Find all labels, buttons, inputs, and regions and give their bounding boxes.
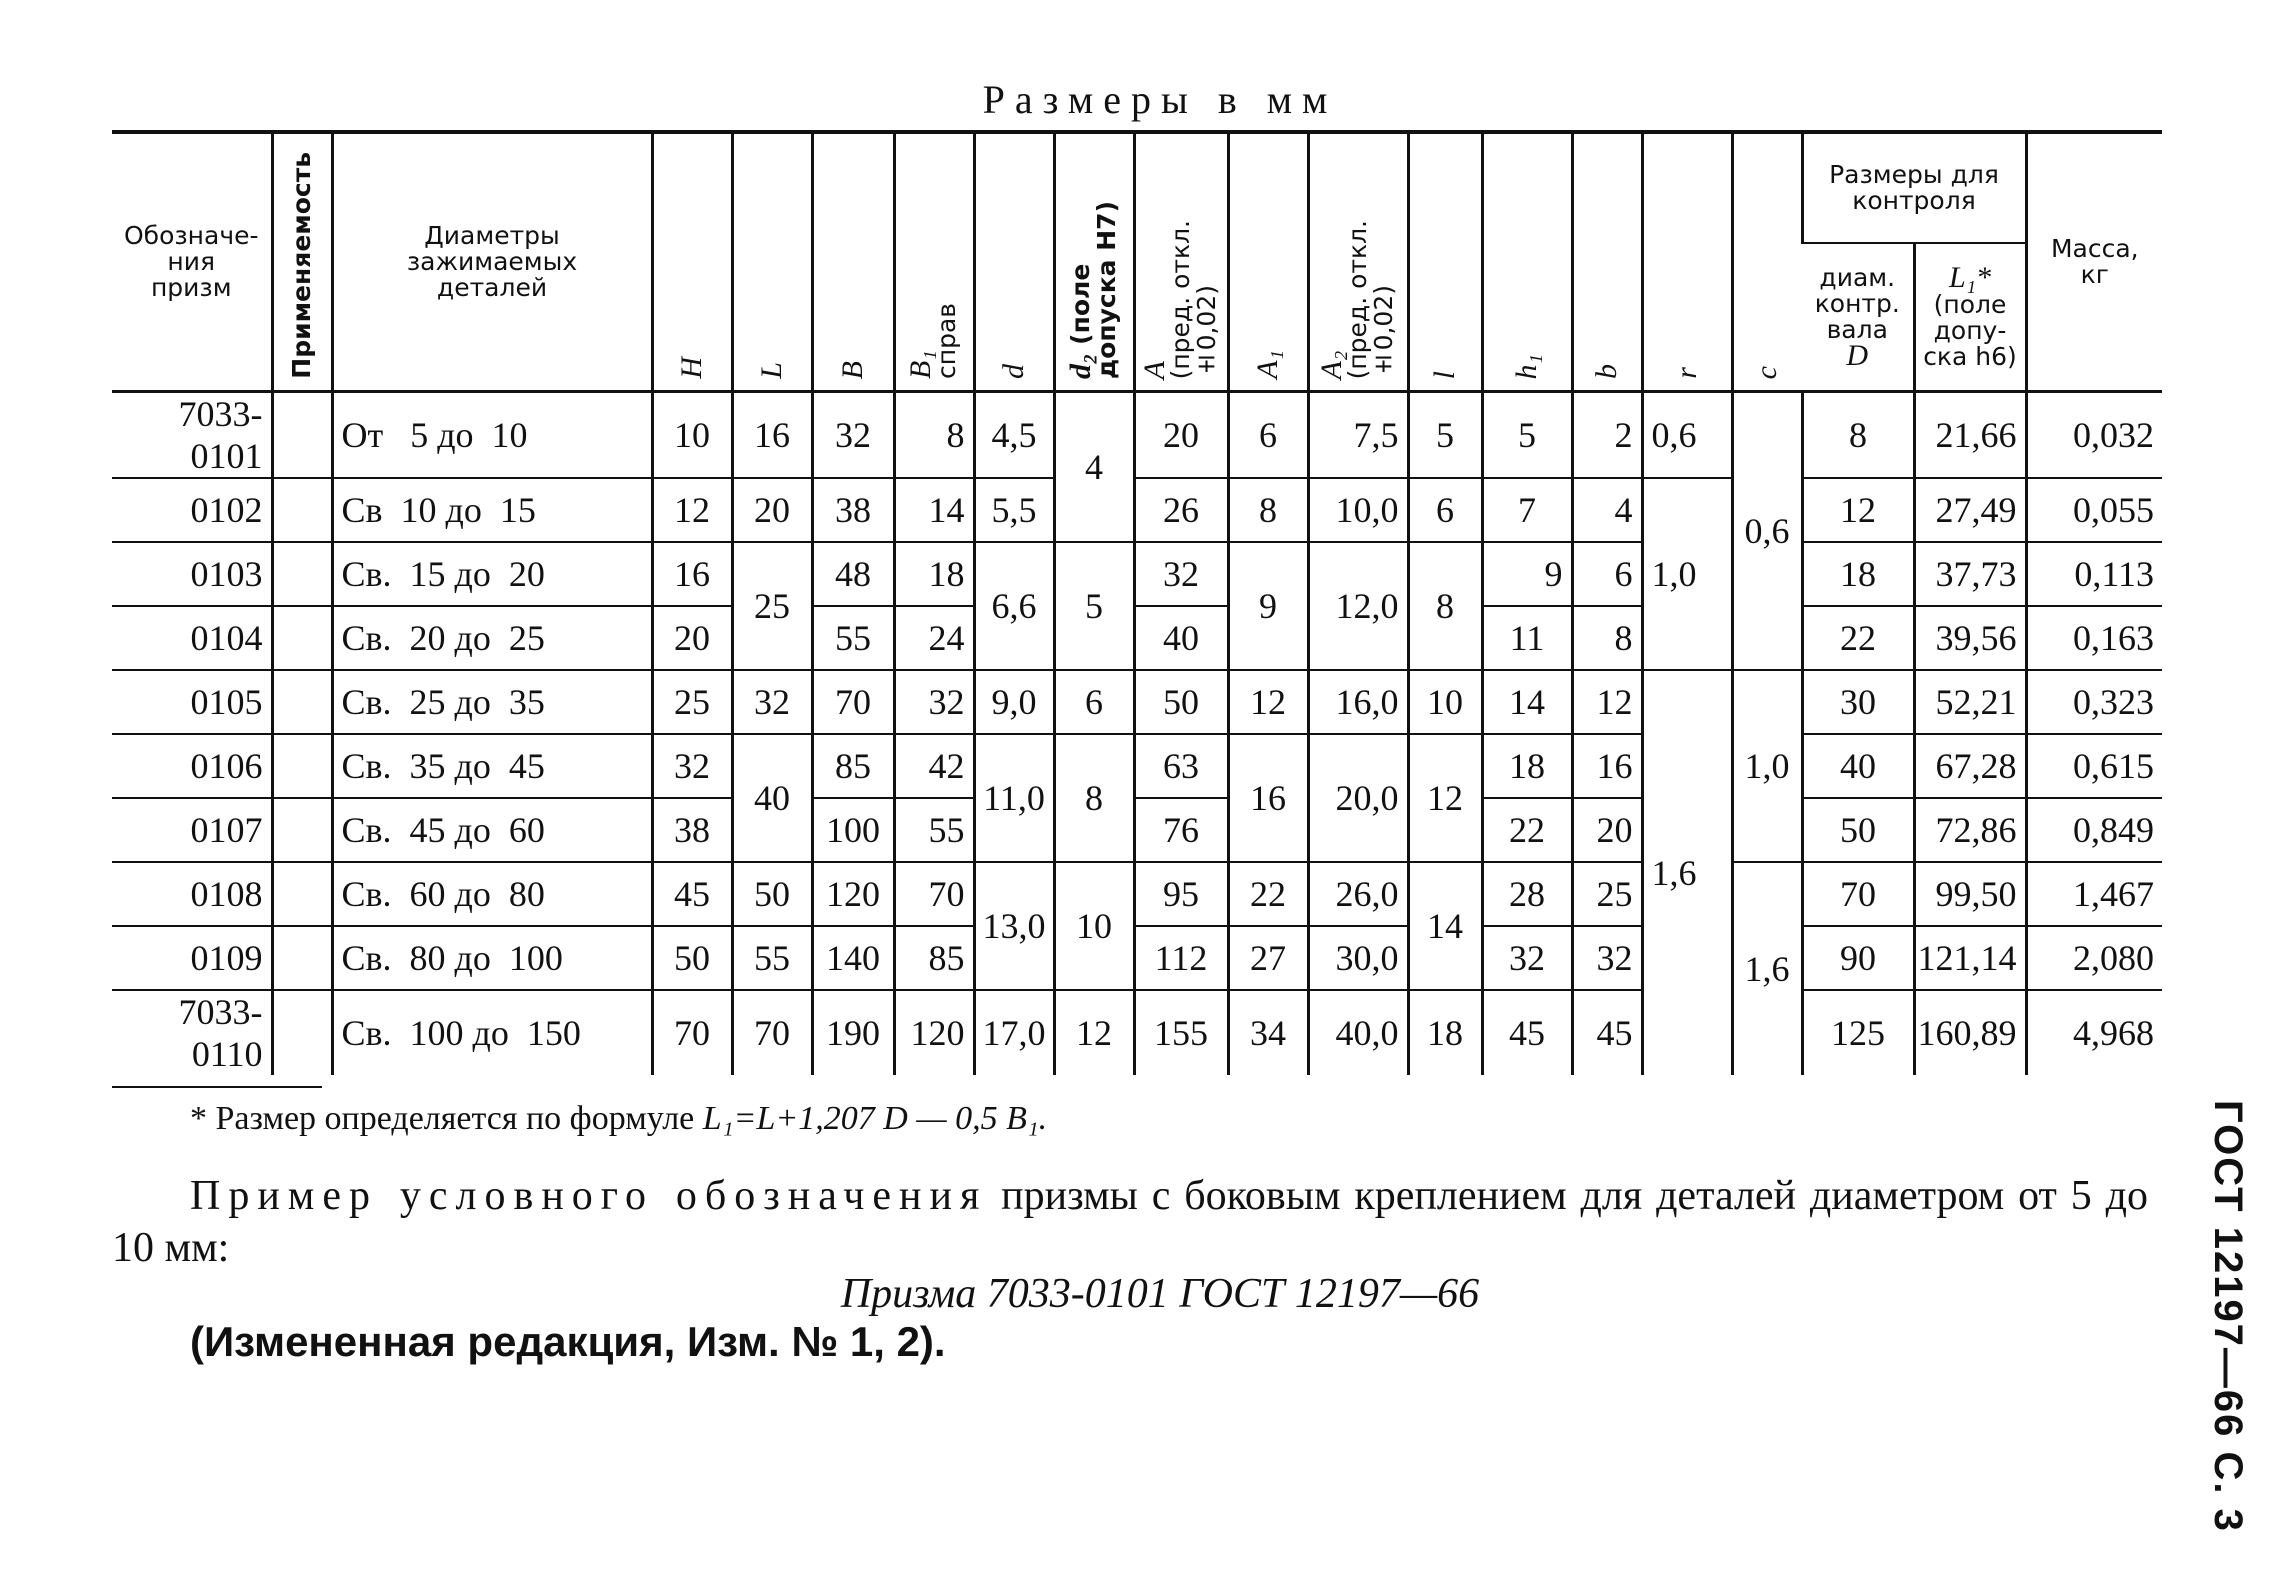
cell-l: 12 bbox=[1408, 734, 1482, 862]
table-row bbox=[112, 798, 2162, 862]
header-D: диам. контр. вала D bbox=[1802, 243, 1914, 392]
cell-h1: 14 bbox=[1482, 670, 1572, 734]
cell-diameter: От 5 до 10 bbox=[332, 392, 652, 479]
table-row bbox=[112, 392, 2162, 479]
cell-diameter: Св 10 до 15 bbox=[332, 478, 652, 542]
cell-L1: 52,21 bbox=[1914, 670, 2026, 734]
cell-L1: 21,66 bbox=[1914, 392, 2026, 479]
cell-mass: 0,163 bbox=[2026, 606, 2162, 670]
cell-A: 20 bbox=[1134, 392, 1228, 479]
cell-L: 16 bbox=[732, 392, 812, 479]
cell-B1: 70 bbox=[894, 862, 974, 926]
cell-c: 0,6 bbox=[1732, 392, 1802, 671]
cell-d2: 8 bbox=[1054, 734, 1134, 862]
cell-d2: 10 bbox=[1054, 862, 1134, 990]
cell-diameter: Св. 80 до 100 bbox=[332, 926, 652, 990]
cell-l: 10 bbox=[1408, 670, 1482, 734]
cell-A1: 22 bbox=[1228, 862, 1308, 926]
cell-D: 30 bbox=[1802, 670, 1914, 734]
cell-b: 45 bbox=[1572, 990, 1642, 1075]
cell-code: 0105 bbox=[112, 670, 272, 734]
cell-H: 12 bbox=[652, 478, 732, 542]
cell-A: 112 bbox=[1134, 926, 1228, 990]
cell-h1: 9 bbox=[1482, 542, 1572, 606]
header-d: d bbox=[974, 132, 1054, 392]
dimensions-table bbox=[112, 130, 2162, 1075]
cell-b: 8 bbox=[1572, 606, 1642, 670]
cell-H: 20 bbox=[652, 606, 732, 670]
cell-A1: 34 bbox=[1228, 990, 1308, 1075]
cell-A1: 27 bbox=[1228, 926, 1308, 990]
cell-mass: 0,113 bbox=[2026, 542, 2162, 606]
cell-applicability bbox=[272, 542, 332, 606]
cell-A: 63 bbox=[1134, 734, 1228, 798]
cell-L1: 72,86 bbox=[1914, 798, 2026, 862]
cell-mass: 1,467 bbox=[2026, 862, 2162, 926]
cell-A1: 12 bbox=[1228, 670, 1308, 734]
cell-L1: 121,14 bbox=[1914, 926, 2026, 990]
cell-A2: 12,0 bbox=[1308, 542, 1408, 670]
cell-L1: 37,73 bbox=[1914, 542, 2026, 606]
cell-H: 25 bbox=[652, 670, 732, 734]
header-A2: A₂ (пред. откл. ±0,02) bbox=[1308, 132, 1408, 392]
cell-L1: 27,49 bbox=[1914, 478, 2026, 542]
cell-applicability bbox=[272, 478, 332, 542]
cell-mass: 2,080 bbox=[2026, 926, 2162, 990]
header-h1: h₁ bbox=[1482, 132, 1572, 392]
cell-code: 0108 bbox=[112, 862, 272, 926]
header-A1: A₁ bbox=[1228, 132, 1308, 392]
cell-B1: 42 bbox=[894, 734, 974, 798]
cell-diameter: Св. 100 до 150 bbox=[332, 990, 652, 1075]
cell-b: 2 bbox=[1572, 392, 1642, 479]
cell-mass: 4,968 bbox=[2026, 990, 2162, 1075]
cell-B: 140 bbox=[812, 926, 894, 990]
cell-d: 17,0 bbox=[974, 990, 1054, 1075]
cell-H: 50 bbox=[652, 926, 732, 990]
cell-B1: 24 bbox=[894, 606, 974, 670]
footnote-formula: L₁=L+1,207 D — 0,5 B₁. bbox=[702, 1100, 1048, 1137]
cell-l: 18 bbox=[1408, 990, 1482, 1075]
cell-c: 1,0 bbox=[1732, 670, 1802, 862]
header-A: A (пред. откл. ±0,02) bbox=[1134, 132, 1228, 392]
cell-D: 18 bbox=[1802, 542, 1914, 606]
cell-A2: 30,0 bbox=[1308, 926, 1408, 990]
cell-B1: 14 bbox=[894, 478, 974, 542]
cell-diameter: Св. 45 до 60 bbox=[332, 798, 652, 862]
cell-D: 70 bbox=[1802, 862, 1914, 926]
cell-mass: 0,849 bbox=[2026, 798, 2162, 862]
cell-h1: 11 bbox=[1482, 606, 1572, 670]
table-row bbox=[112, 926, 2162, 990]
cell-D: 22 bbox=[1802, 606, 1914, 670]
cell-h1: 45 bbox=[1482, 990, 1572, 1075]
cell-B: 38 bbox=[812, 478, 894, 542]
cell-mass: 0,055 bbox=[2026, 478, 2162, 542]
cell-diameter: Св. 60 до 80 bbox=[332, 862, 652, 926]
cell-B: 100 bbox=[812, 798, 894, 862]
cell-H: 70 bbox=[652, 990, 732, 1075]
cell-b: 4 bbox=[1572, 478, 1642, 542]
cell-L: 70 bbox=[732, 990, 812, 1075]
cell-H: 45 bbox=[652, 862, 732, 926]
cell-A2: 10,0 bbox=[1308, 478, 1408, 542]
cell-B: 70 bbox=[812, 670, 894, 734]
header-H: H bbox=[652, 132, 732, 392]
cell-mass: 0,615 bbox=[2026, 734, 2162, 798]
cell-d: 11,0 bbox=[974, 734, 1054, 862]
cell-c: 1,6 bbox=[1732, 862, 1802, 1075]
cell-L: 40 bbox=[732, 734, 812, 862]
cell-applicability bbox=[272, 926, 332, 990]
cell-b: 25 bbox=[1572, 862, 1642, 926]
header-L: L bbox=[732, 132, 812, 392]
cell-L1: 160,89 bbox=[1914, 990, 2026, 1075]
header-c: c bbox=[1732, 132, 1802, 392]
cell-b: 16 bbox=[1572, 734, 1642, 798]
cell-d: 13,0 bbox=[974, 862, 1054, 990]
header-r: r bbox=[1642, 132, 1732, 392]
cell-r: 1,0 bbox=[1642, 478, 1732, 670]
cell-H: 32 bbox=[652, 734, 732, 798]
cell-A1: 6 bbox=[1228, 392, 1308, 479]
cell-A: 95 bbox=[1134, 862, 1228, 926]
header-diameters: Диаметры зажимаемых деталей bbox=[332, 132, 652, 392]
cell-d2: 12 bbox=[1054, 990, 1134, 1075]
cell-L: 25 bbox=[732, 542, 812, 670]
cell-b: 6 bbox=[1572, 542, 1642, 606]
header-designation: Обозначе- ния призм bbox=[112, 132, 272, 392]
cell-b: 20 bbox=[1572, 798, 1642, 862]
header-applicability: Применяемость bbox=[272, 132, 332, 392]
cell-A2: 20,0 bbox=[1308, 734, 1408, 862]
cell-d: 5,5 bbox=[974, 478, 1054, 542]
footnote-text: * Размер определяется по формуле bbox=[190, 1100, 695, 1137]
cell-applicability bbox=[272, 392, 332, 479]
cell-b: 12 bbox=[1572, 670, 1642, 734]
table-row bbox=[112, 862, 2162, 926]
cell-code: 0107 bbox=[112, 798, 272, 862]
cell-h1: 18 bbox=[1482, 734, 1572, 798]
cell-B: 48 bbox=[812, 542, 894, 606]
cell-L: 55 bbox=[732, 926, 812, 990]
cell-B: 190 bbox=[812, 990, 894, 1075]
cell-H: 38 bbox=[652, 798, 732, 862]
cell-h1: 7 bbox=[1482, 478, 1572, 542]
cell-code: 7033-0110 bbox=[178, 992, 263, 1074]
cell-d: 9,0 bbox=[974, 670, 1054, 734]
cell-code: 0103 bbox=[112, 542, 272, 606]
cell-B: 120 bbox=[812, 862, 894, 926]
side-page-label: ГОСТ 12197—66 С. 3 bbox=[2206, 1100, 2250, 1533]
cell-D: 90 bbox=[1802, 926, 1914, 990]
cell-B1: 85 bbox=[894, 926, 974, 990]
cell-applicability bbox=[272, 862, 332, 926]
table-row bbox=[112, 542, 2162, 606]
cell-B: 32 bbox=[812, 392, 894, 479]
cell-d: 6,6 bbox=[974, 542, 1054, 670]
cell-l: 5 bbox=[1408, 392, 1482, 479]
revision-note: (Измененная редакция, Изм. № 1, 2). bbox=[190, 1318, 946, 1365]
cell-h1: 22 bbox=[1482, 798, 1572, 862]
cell-diameter: Св. 25 до 35 bbox=[332, 670, 652, 734]
cell-L1: 39,56 bbox=[1914, 606, 2026, 670]
table-row bbox=[112, 990, 2162, 1075]
cell-A2: 26,0 bbox=[1308, 862, 1408, 926]
cell-d2: 5 bbox=[1054, 542, 1134, 670]
cell-applicability bbox=[272, 670, 332, 734]
cell-B1: 18 bbox=[894, 542, 974, 606]
cell-D: 40 bbox=[1802, 734, 1914, 798]
cell-h1: 32 bbox=[1482, 926, 1572, 990]
cell-applicability bbox=[272, 606, 332, 670]
cell-H: 10 bbox=[652, 392, 732, 479]
cell-diameter: Св. 20 до 25 bbox=[332, 606, 652, 670]
cell-applicability bbox=[272, 798, 332, 862]
cell-B: 55 bbox=[812, 606, 894, 670]
table-caption: Размеры в мм bbox=[982, 77, 1338, 122]
cell-code: 0106 bbox=[112, 734, 272, 798]
header-B: B bbox=[812, 132, 894, 392]
cell-L1: 99,50 bbox=[1914, 862, 2026, 926]
cell-L: 20 bbox=[732, 478, 812, 542]
footnote-rule bbox=[112, 1086, 322, 1088]
cell-D: 12 bbox=[1802, 478, 1914, 542]
cell-A2: 7,5 bbox=[1308, 392, 1408, 479]
cell-B: 85 bbox=[812, 734, 894, 798]
header-control-group: Размеры для контроля bbox=[1802, 132, 2026, 243]
cell-B1: 32 bbox=[894, 670, 974, 734]
cell-code: 0102 bbox=[112, 478, 272, 542]
cell-mass: 0,323 bbox=[2026, 670, 2162, 734]
cell-A2: 40,0 bbox=[1308, 990, 1408, 1075]
cell-D: 125 bbox=[1802, 990, 1914, 1075]
cell-applicability bbox=[272, 990, 332, 1075]
cell-r: 1,6 bbox=[1642, 670, 1732, 1075]
cell-r: 0,6 bbox=[1642, 392, 1732, 479]
cell-A1: 8 bbox=[1228, 478, 1308, 542]
table-row bbox=[112, 670, 2162, 734]
table-row bbox=[112, 478, 2162, 542]
cell-L: 50 bbox=[732, 862, 812, 926]
cell-D: 8 bbox=[1802, 392, 1914, 479]
cell-B1: 55 bbox=[894, 798, 974, 862]
cell-L1: 67,28 bbox=[1914, 734, 2026, 798]
header-b: b bbox=[1572, 132, 1642, 392]
cell-d2: 6 bbox=[1054, 670, 1134, 734]
cell-B1: 8 bbox=[894, 392, 974, 479]
dimensions-table-wrapper bbox=[112, 130, 2155, 1075]
cell-A1: 16 bbox=[1228, 734, 1308, 862]
designation-example: Призма 7033-0101 ГОСТ 12197—66 bbox=[840, 1271, 1480, 1317]
cell-A: 76 bbox=[1134, 798, 1228, 862]
cell-B1: 120 bbox=[894, 990, 974, 1075]
example-lead: Пример условного обозначения bbox=[190, 1173, 988, 1219]
footnote bbox=[190, 1100, 1047, 1138]
cell-d: 4,5 bbox=[974, 392, 1054, 479]
header-B1: B₁ справ bbox=[894, 132, 974, 392]
header-d2: d₂ (поле допуска H7) bbox=[1054, 132, 1134, 392]
cell-mass: 0,032 bbox=[2026, 392, 2162, 479]
header-L1: L₁* (поле допу- ска h6) bbox=[1914, 243, 2026, 392]
cell-L: 32 bbox=[732, 670, 812, 734]
cell-A: 26 bbox=[1134, 478, 1228, 542]
cell-A: 40 bbox=[1134, 606, 1228, 670]
cell-D: 50 bbox=[1802, 798, 1914, 862]
cell-A1: 9 bbox=[1228, 542, 1308, 670]
cell-d2: 4 bbox=[1054, 392, 1134, 543]
cell-A: 155 bbox=[1134, 990, 1228, 1075]
example-paragraph bbox=[112, 1170, 2148, 1274]
cell-h1: 5 bbox=[1482, 392, 1572, 479]
header-l: l bbox=[1408, 132, 1482, 392]
cell-code: 0109 bbox=[112, 926, 272, 990]
cell-code: 0104 bbox=[112, 606, 272, 670]
cell-A: 32 bbox=[1134, 542, 1228, 606]
header-mass: Масса, кг bbox=[2026, 132, 2162, 392]
cell-H: 16 bbox=[652, 542, 732, 606]
cell-A2: 16,0 bbox=[1308, 670, 1408, 734]
cell-h1: 28 bbox=[1482, 862, 1572, 926]
cell-diameter: Св. 35 до 45 bbox=[332, 734, 652, 798]
cell-A: 50 bbox=[1134, 670, 1228, 734]
table-row bbox=[112, 734, 2162, 798]
cell-applicability bbox=[272, 734, 332, 798]
example-rest: призмы с боковым креплением для деталей диаметром от 5 до 10 мм: bbox=[112, 1173, 2149, 1271]
cell-l: 8 bbox=[1408, 542, 1482, 670]
cell-l: 6 bbox=[1408, 478, 1482, 542]
cell-b: 32 bbox=[1572, 926, 1642, 990]
cell-diameter: Св. 15 до 20 bbox=[332, 542, 652, 606]
cell-code: 7033-0101 bbox=[112, 392, 272, 479]
cell-l: 14 bbox=[1408, 862, 1482, 990]
table-row bbox=[112, 606, 2162, 670]
